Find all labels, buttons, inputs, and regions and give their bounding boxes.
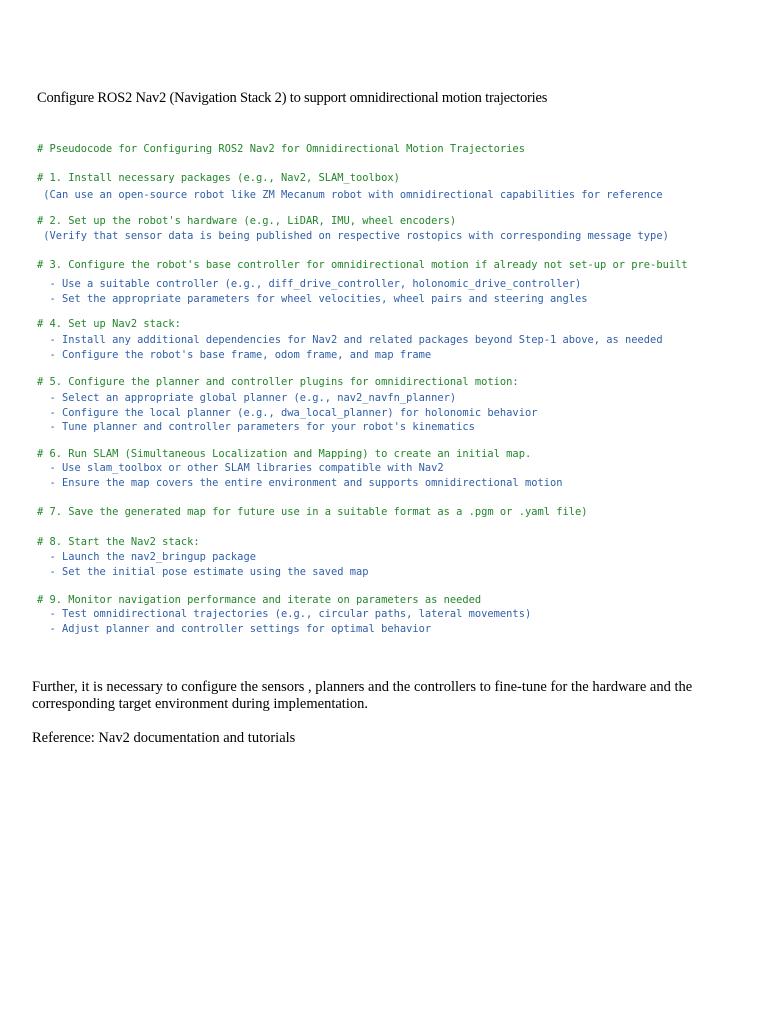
- code-line: # 9. Monitor navigation performance and iterate on parameters as needed: [37, 594, 482, 606]
- code-line: - Use slam_toolbox or other SLAM libraries compatible with Nav2: [37, 462, 444, 474]
- code-line: # Pseudocode for Configuring ROS2 Nav2 for Omnidirectional Motion Trajectories: [37, 143, 525, 155]
- code-line: # 7. Save the generated map for future use in a suitable format as a .pgm or .yaml file): [37, 506, 588, 518]
- further-paragraph: Further, it is necessary to configure the sensors , planners and the controllers to fine-tune for the hardware and the corresponding target environment during implementation.: [32, 679, 693, 712]
- code-line: - Use a suitable controller (e.g., diff_drive_controller, holonomic_drive_controller): [37, 278, 582, 290]
- code-line: - Configure the robot's base frame, odom frame, and map frame: [37, 349, 432, 361]
- code-line: - Tune planner and controller parameters for your robot's kinematics: [37, 421, 475, 433]
- code-line: - Install any additional dependencies for Nav2 and related packages beyond Step-1 above, as needed: [37, 334, 663, 346]
- code-line: (Can use an open-source robot like ZM Mecanum robot with omnidirectional capabilities for reference: [37, 189, 663, 201]
- code-line: # 1. Install necessary packages (e.g., Nav2, SLAM_toolbox): [37, 172, 400, 184]
- code-line: # 2. Set up the robot's hardware (e.g., LiDAR, IMU, wheel encoders): [37, 215, 457, 227]
- code-line: - Test omnidirectional trajectories (e.g., circular paths, lateral movements): [37, 608, 532, 620]
- pseudocode-block: [37, 0, 757, 635]
- code-line: - Adjust planner and controller settings for optimal behavior: [37, 623, 432, 635]
- code-line: # 4. Set up Nav2 stack:: [37, 318, 181, 330]
- code-line: - Ensure the map covers the entire environment and supports omnidirectional motion: [37, 477, 563, 489]
- code-line: - Set the appropriate parameters for wheel velocities, wheel pairs and steering angles: [37, 293, 588, 305]
- code-line: - Launch the nav2_bringup package: [37, 551, 256, 563]
- code-line: # 3. Configure the robot's base controller for omnidirectional motion if already not set-up or pre-built: [37, 259, 688, 271]
- code-line: - Set the initial pose estimate using the saved map: [37, 566, 369, 578]
- code-line: # 5. Configure the planner and controller plugins for omnidirectional motion:: [37, 376, 519, 388]
- code-line: (Verify that sensor data is being published on respective rostopics with corresponding message type): [37, 230, 669, 242]
- page-title: Configure ROS2 Nav2 (Navigation Stack 2) to support omnidirectional motion trajectories: [37, 90, 548, 106]
- reference-line: Reference: Nav2 documentation and tutorials: [32, 730, 296, 746]
- code-line: # 8. Start the Nav2 stack:: [37, 536, 200, 548]
- code-line: # 6. Run SLAM (Simultaneous Localization and Mapping) to create an initial map.: [37, 448, 532, 460]
- code-line: - Configure the local planner (e.g., dwa_local_planner) for holonomic behavior: [37, 407, 538, 419]
- code-line: - Select an appropriate global planner (e.g., nav2_navfn_planner): [37, 392, 457, 404]
